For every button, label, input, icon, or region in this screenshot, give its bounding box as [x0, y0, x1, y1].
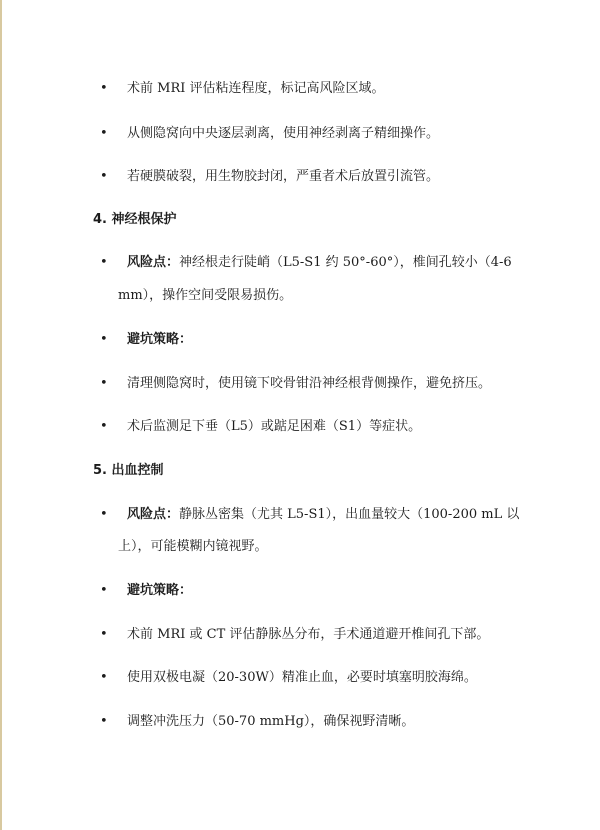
strategy-label: 避坑策略：	[127, 332, 193, 347]
bullet-icon: •	[100, 627, 108, 642]
list-item-text: 术前 MRI 或 CT 评估静脉丛分布，手术通道避开椎间孔下部。	[127, 627, 490, 642]
list-item-text: 使用双极电凝（20-30W）精准止血，必要时填塞明胶海绵。	[127, 670, 477, 685]
list-item-text: 清理侧隐窝时，使用镜下咬骨钳沿神经根背侧操作，避免挤压。	[127, 376, 492, 391]
risk-text-continuation: 上），可能模糊内镜视野。	[118, 539, 268, 554]
section-heading-bleeding-control: 5. 出血控制	[93, 463, 164, 478]
risk-label: 风险点：	[127, 507, 180, 522]
bullet-icon: •	[100, 583, 108, 598]
risk-label: 风险点：	[127, 255, 180, 270]
bullet-icon: •	[100, 126, 108, 141]
list-item-text: 从侧隐窝向中央逐层剥离，使用神经剥离子精细操作。	[127, 126, 440, 141]
bullet-icon: •	[100, 376, 108, 391]
list-item-text: 调整冲洗压力（50-70 mmHg），确保视野清晰。	[127, 714, 415, 729]
bullet-icon: •	[100, 169, 108, 184]
list-item-text: 术前 MRI 评估粘连程度，标记高风险区域。	[127, 81, 385, 96]
risk-text: 神经根走行陡峭（L5-S1 约 50°-60°），椎间孔较小（4-6	[179, 255, 512, 270]
strategy-label: 避坑策略：	[127, 583, 193, 598]
bullet-icon: •	[100, 714, 108, 729]
section-heading-nerve-root: 4. 神经根保护	[93, 212, 177, 227]
bullet-icon: •	[100, 81, 108, 96]
bullet-icon: •	[100, 507, 108, 522]
bullet-icon: •	[100, 332, 108, 347]
bullet-icon: •	[100, 670, 108, 685]
bullet-icon: •	[100, 419, 108, 434]
risk-text: 静脉丛密集（尤其 L5-S1），出血量较大（100-200 mL 以	[179, 507, 520, 522]
bullet-icon: •	[100, 255, 108, 270]
risk-text-continuation: mm），操作空间受限易损伤。	[118, 288, 293, 303]
list-item-text: 术后监测足下垂（L5）或踮足困难（S1）等症状。	[127, 419, 422, 434]
list-item-text: 若硬膜破裂，用生物胶封闭，严重者术后放置引流管。	[127, 169, 440, 184]
